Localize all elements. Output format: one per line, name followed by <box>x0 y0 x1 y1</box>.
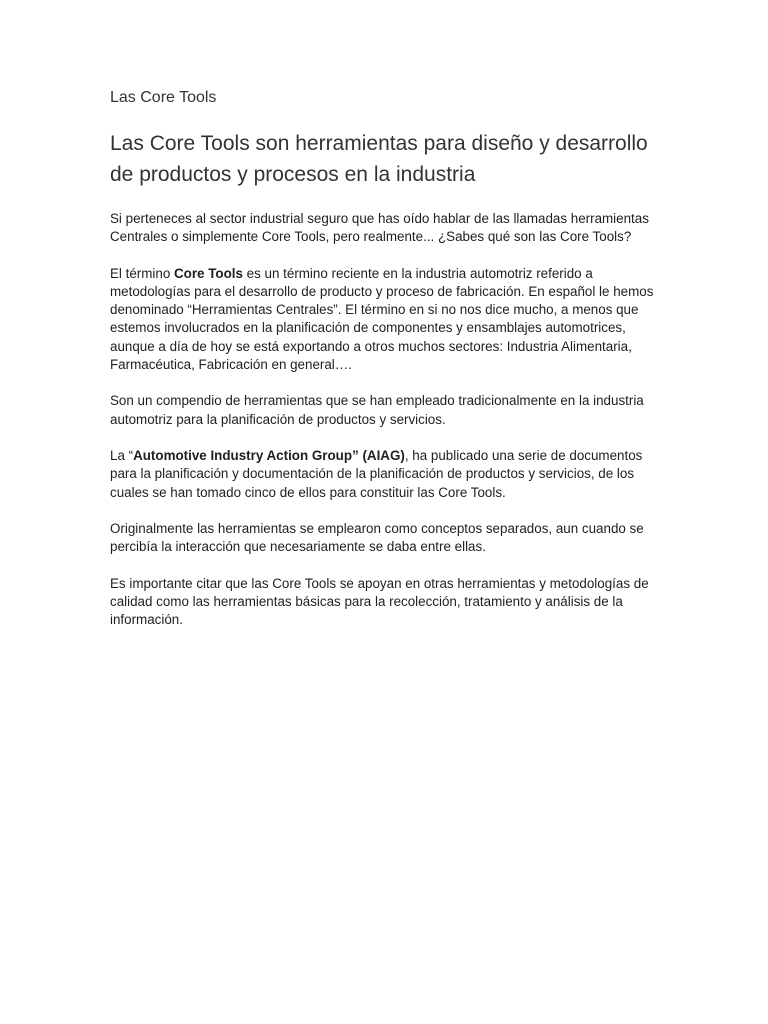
document-heading: Las Core Tools son herramientas para diseño y desarrollo de productos y procesos en la industria <box>110 132 648 186</box>
paragraph-importance: Es importante citar que las Core Tools se apoyan en otras herramientas y metodologías de calidad como las herramientas básicas para la recolección, tratamiento y análisis de la información. <box>110 576 649 628</box>
paragraph-origin: Originalmente las herramientas se emplearon como conceptos separados, aun cuando se percibía la interacción que necesariamente se daba entre ellas. <box>110 521 644 555</box>
paragraph-aiag <box>110 447 670 502</box>
paragraph-aiag-text-start: La “ <box>110 448 134 464</box>
paragraph-definition-text-start: El término <box>110 265 174 281</box>
paragraph-aiag-text-end: , ha publicado una serie de documentos para la planificación y documentación de la planificación de productos y servicios, de los cuales se han tomado cinco de ellos para constituir las Core Tools. <box>110 448 643 500</box>
paragraph-compendium: Son un compendio de herramientas que se han empleado tradicionalmente en la industria automotriz para la planificación de productos y servicios. <box>110 393 644 427</box>
core-tools-term: Core Tools <box>174 265 243 281</box>
document-page <box>110 86 670 648</box>
document-title: Las Core Tools <box>110 89 217 106</box>
aiag-name: Automotive Industry Action Group” (AIAG) <box>133 448 405 464</box>
paragraph-definition-text-end: es un término reciente en la industria automotriz referido a metodologías para el desarrollo de producto y proceso de fabricación. En español le hemos denominado “Herramientas Centrales”. El término en si no nos dice mucho, a menos que estemos involucrados en la planificación de componentes y ensamblajes automotrices, aunque a día de hoy se está exportando a otros muchos sectores: Industria Alimentaria, Farmacéutica, Fabricación en general…. <box>110 265 654 372</box>
paragraph-definition <box>110 265 670 374</box>
paragraph-intro: Si perteneces al sector industrial seguro que has oído hablar de las llamadas herramientas Centrales o simplemente Core Tools, pero realmente... ¿Sabes qué son las Core Tools? <box>110 211 649 245</box>
